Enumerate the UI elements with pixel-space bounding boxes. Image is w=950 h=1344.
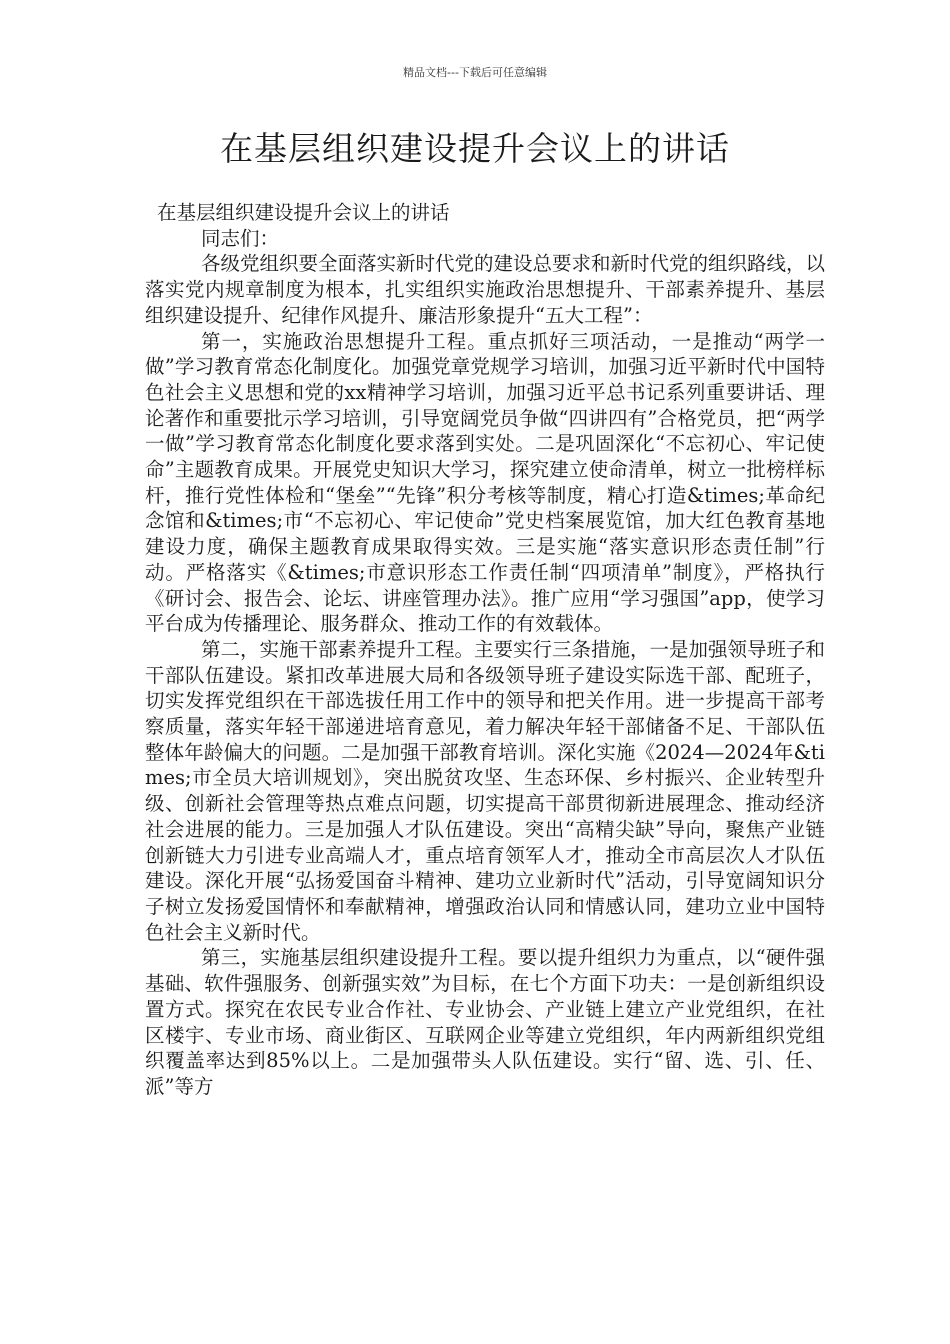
document-title: 在基层组织建设提升会议上的讲话 [220,129,730,168]
document-body [145,200,825,1100]
paragraph-second: 第二，实施干部素养提升工程。主要实行三条措施，一是加强领导班子和干部队伍建设。紧扣改革进展大局和各级领导班子建设实际选干部、配班子，切实发挥党组织在干部选拔任用工作中的领导和把关作用。进一步提高干部考察质量，落实年轻干部递进培育意见，着力解决年轻干部储备不足、干部队伍整体年龄偏大的问题。二是加强干部教育培训。深化实施《2024—2024年&times;市全员大培训规划》，突出脱贫攻坚、生态环保、乡村振兴、企业转型升级、创新社会管理等热点难点问题，切实提高干部贯彻新进展理念、推动经济社会进展的能力。三是加强人才队伍建设。突出“高精尖缺”导向，聚焦产业链创新链大力引进专业高端人才，重点培育领军人才，推动全市高层次人才队伍建设。深化开展“弘扬爱国奋斗精神、建功立业新时代”活动，引导宽阔知识分子树立发扬爱国情怀和奉献精神，增强政治认同和情感认同，建功立业中国特色社会主义新时代。 [145,637,826,944]
paragraph-third: 第三，实施基层组织建设提升工程。要以提升组织力为重点，以“硬件强基础、软件强服务、创新强实效”为目标，在七个方面下功夫：一是创新组织设置方式。探究在农民专业合作社、专业协会、产业链上建立产业党组织，在社区楼宇、专业市场、商业街区、互联网企业等建立党组织，年内两新组织党组织覆盖率达到85%以上。二是加强带头人队伍建设。实行“留、选、引、任、派”等方 [145,946,825,1098]
paragraph-first: 第一，实施政治思想提升工程。重点抓好三项活动，一是推动“两学一做”学习教育常态化制度化。加强党章党规学习培训，加强习近平新时代中国特色社会主义思想和党的xx精神学习培训，加强习近平总书记系列重要讲话、理论著作和重要批示学习培训，引导宽阔党员争做“四讲四有”合格党员，把“两学一做”学习教育常态化制度化要求落到实处。二是巩固深化“不忘初心、牢记使命”主题教育成果。开展党史知识大学习，探究建立使命清单，树立一批榜样标杆，推行党性体检和“堡垒”“先锋”积分考核等制度，精心打造&times;革命纪念馆和&times;市“不忘初心、牢记使命”党史档案展览馆，加大红色教育基地建设力度，确保主题教育成果取得实效。三是实施“落实意识形态责任制”行动。严格落实《&times;市意识形态工作责任制“四项清单”制度》，严格执行《研讨会、报告会、论坛、讲座管理办法》。推广应用“学习强国”app，使学习平台成为传播理论、服务群众、推动工作的有效载体。 [145,329,825,636]
header-note: 精品文档---下载后可任意编辑 [403,66,547,79]
paragraph-intro: 各级党组织要全面落实新时代党的建设总要求和新时代党的组织路线，以落实党内规章制度为根本，扎实组织实施政治思想提升、干部素养提升、基层组织建设提升、纪律作风提升、廉洁形象提升“五大工程”： [145,252,826,327]
document-subtitle: 在基层组织建设提升会议上的讲话 [157,201,450,224]
salutation: 同志们： [201,226,280,250]
